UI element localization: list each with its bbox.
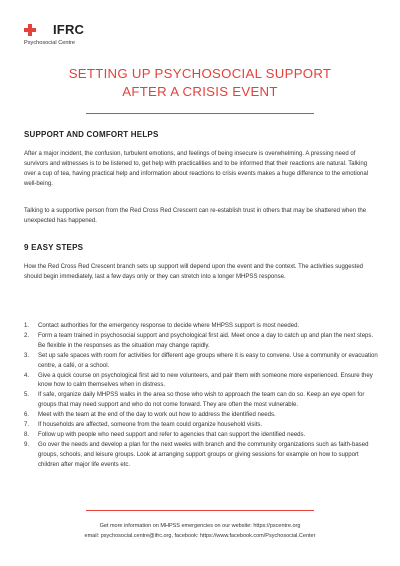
footer-contact-line: email: psychosocial.centre@ifrc.org, facebook: https://www.facebook.com/Psychosocial.Center <box>84 533 316 539</box>
step-number: 8. <box>24 431 30 438</box>
title-divider <box>86 113 314 114</box>
step-text: Form a team trained in psychosocial support and psychological first aid. Meet once a day to catch up and plan the next steps. Be flexible in the responses as the situation may change rapidly. <box>38 332 374 349</box>
title-line-1: SETTING UP PSYCHOSOCIAL SUPPORT <box>68 66 332 81</box>
step-number: 6. <box>24 412 30 419</box>
red-crescent-icon <box>38 24 50 36</box>
list-item <box>24 372 380 392</box>
step-text: Follow up with people who need support and refer to agencies that can support the identified needs. <box>38 431 306 438</box>
step-text: Go over the needs and develop a plan for the next weeks with branch and the community organizations such as faith-based groups, schools, and leisure groups. Look at arranging support groups or giving sessions for example on how to support children after major life events etc. <box>38 441 369 468</box>
step-number: 2. <box>24 332 30 339</box>
list-item <box>24 352 380 372</box>
list-item <box>24 332 380 352</box>
section-heading-steps: 9 EASY STEPS <box>24 243 84 252</box>
list-item <box>24 322 380 332</box>
step-number: 9. <box>24 441 30 448</box>
logo-subtitle: Psychosocial Centre <box>24 40 75 46</box>
list-item <box>24 391 380 411</box>
step-number: 1. <box>24 323 30 329</box>
step-number: 7. <box>24 422 30 429</box>
footer-website-line: Get more information on MHPSS emergencies on our website: https://pscentre.org <box>99 523 301 529</box>
list-item <box>24 421 380 431</box>
step-text: Meet with the team at the end of the day to work out how to address the identified needs. <box>38 412 276 419</box>
logo-text: IFRC <box>53 22 85 37</box>
ifrc-logo <box>24 22 84 37</box>
list-item <box>24 431 380 441</box>
footer <box>0 521 400 541</box>
section-heading-support: SUPPORT AND COMFORT HELPS <box>24 130 159 139</box>
step-number: 4. <box>24 372 30 379</box>
footer-divider <box>86 510 314 511</box>
step-text: If safe, organize daily MHPSS walks in the area so those who wish to approach the team can do so. Keep an eye open for groups that may need support and who do not come forward. They are often the most vulnerable. <box>38 392 365 409</box>
step-text: Set up safe spaces with room for activities for different age groups where it is easy to convene. Use a community or evacuation centre, a café, or a school. <box>38 352 378 369</box>
list-item <box>24 441 380 471</box>
step-text: If households are affected, someone from the team could organize household visits. <box>38 422 263 429</box>
list-item <box>24 411 380 421</box>
page-title <box>0 65 400 101</box>
steps-list <box>24 322 380 471</box>
support-paragraph-2: Talking to a supportive person from the Red Cross Red Crescent can re-establish trust in others that may be shattered when the unexpected has happened. <box>24 208 367 224</box>
steps-intro: How the Red Cross Red Crescent branch sets up support will depend upon the event and the context. The activities suggested should begin immediately, last a few days only or they can stretch into a longer MHPSS response. <box>24 264 364 280</box>
step-number: 5. <box>24 392 30 399</box>
support-paragraph-1: After a major incident, the confusion, turbulent emotions, and feelings of being insecure is overwhelming. A pressing need of survivors and witnesses is to be listened to, get help with practicalities and to be informed that their reactions are natural. Talking over a cup of tea, having practical help and information about reactions to crisis events makes a huge difference to the emotional well-being. <box>24 151 369 187</box>
red-cross-icon <box>24 24 36 36</box>
step-text: Contact authorities for the emergency response to decide where MHPSS support is most needed. <box>38 323 300 329</box>
title-line-2: AFTER A CRISIS EVENT <box>122 84 278 99</box>
step-text: Give a quick course on psychological first aid to new volunteers, and pair them with someone more experienced. Ensure they know how to calm themselves when in distress. <box>38 372 373 389</box>
step-number: 3. <box>24 352 30 359</box>
